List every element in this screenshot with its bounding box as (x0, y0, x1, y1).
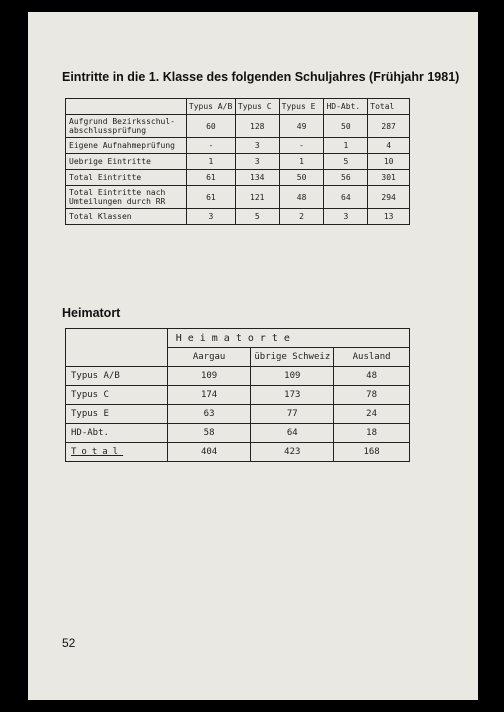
hometown-table (65, 328, 410, 462)
cell-value: 13 (368, 209, 410, 225)
cell-value: 2 (279, 209, 324, 225)
cell-value: 404 (167, 443, 251, 462)
cell-value: 173 (251, 386, 334, 405)
cell-value: 109 (251, 367, 334, 386)
cell-value: 1 (279, 154, 324, 170)
table-row (66, 115, 410, 138)
table-row (66, 154, 410, 170)
cell-value: 58 (167, 424, 251, 443)
cell-value: 1 (186, 154, 235, 170)
cell-value: 3 (186, 209, 235, 225)
cell-value: 61 (186, 186, 235, 209)
cell-value: 1 (324, 138, 368, 154)
corner-cell (66, 329, 168, 367)
row-label: Aufgrund Bezirksschul- abschlussprüfung (66, 115, 187, 138)
page-number: 52 (62, 636, 76, 650)
row-label: Typus A/B (66, 367, 168, 386)
cell-value: 134 (235, 170, 279, 186)
cell-value: 24 (334, 405, 410, 424)
table-row (66, 170, 410, 186)
cell-value: 64 (251, 424, 334, 443)
table-row (66, 405, 410, 424)
cell-value: 64 (324, 186, 368, 209)
column-header: Aargau (167, 348, 251, 367)
cell-value: 50 (324, 115, 368, 138)
entries-header-row (66, 99, 410, 115)
cell-value: 128 (235, 115, 279, 138)
cell-value: 78 (334, 386, 410, 405)
cell-value: 5 (324, 154, 368, 170)
cell-value: 49 (279, 115, 324, 138)
entries-header-cell: Typus C (235, 99, 279, 115)
cell-value: 174 (167, 386, 251, 405)
table-row (66, 443, 410, 462)
cell-value: 56 (324, 170, 368, 186)
hometown-group-row (66, 329, 410, 348)
table-row (66, 138, 410, 154)
entries-header-cell: Total (368, 99, 410, 115)
table-row (66, 367, 410, 386)
table-row (66, 209, 410, 225)
table-row (66, 186, 410, 209)
cell-value: 168 (334, 443, 410, 462)
cell-value: 18 (334, 424, 410, 443)
section1-title: Eintritte in die 1. Klasse des folgenden Schuljahres (Frühjahr 1981) (62, 70, 460, 84)
cell-value: 3 (235, 154, 279, 170)
cell-value: 301 (368, 170, 410, 186)
cell-value: 48 (279, 186, 324, 209)
cell-value: 5 (235, 209, 279, 225)
cell-value: 77 (251, 405, 334, 424)
cell-value: 4 (368, 138, 410, 154)
section2-title: Heimatort (62, 306, 121, 320)
table-row (66, 424, 410, 443)
cell-value: - (186, 138, 235, 154)
row-label: Total Klassen (66, 209, 187, 225)
entries-header-cell: Typus A/B (186, 99, 235, 115)
cell-value: 294 (368, 186, 410, 209)
table-row (66, 386, 410, 405)
cell-value: 48 (334, 367, 410, 386)
row-label: Typus C (66, 386, 168, 405)
group-header: Heimatorte (167, 329, 409, 348)
cell-value: 61 (186, 170, 235, 186)
cell-value: - (279, 138, 324, 154)
cell-value: 287 (368, 115, 410, 138)
cell-value: 109 (167, 367, 251, 386)
entries-header-cell (66, 99, 187, 115)
cell-value: 121 (235, 186, 279, 209)
document-page (28, 12, 478, 700)
row-label: HD-Abt. (66, 424, 168, 443)
entries-table (65, 98, 410, 225)
cell-value: 3 (324, 209, 368, 225)
cell-value: 3 (235, 138, 279, 154)
row-label: Total Eintritte (66, 170, 187, 186)
cell-value: 50 (279, 170, 324, 186)
column-header: übrige Schweiz (251, 348, 334, 367)
total-label: Total (71, 447, 124, 457)
entries-header-cell: Typus E (279, 99, 324, 115)
row-label (66, 443, 168, 462)
row-label: Uebrige Eintritte (66, 154, 187, 170)
cell-value: 423 (251, 443, 334, 462)
row-label: Typus E (66, 405, 168, 424)
entries-header-cell: HD-Abt. (324, 99, 368, 115)
column-header: Ausland (334, 348, 410, 367)
row-label: Total Eintritte nach Umteilungen durch RR (66, 186, 187, 209)
cell-value: 10 (368, 154, 410, 170)
cell-value: 60 (186, 115, 235, 138)
row-label: Eigene Aufnahmeprüfung (66, 138, 187, 154)
cell-value: 63 (167, 405, 251, 424)
